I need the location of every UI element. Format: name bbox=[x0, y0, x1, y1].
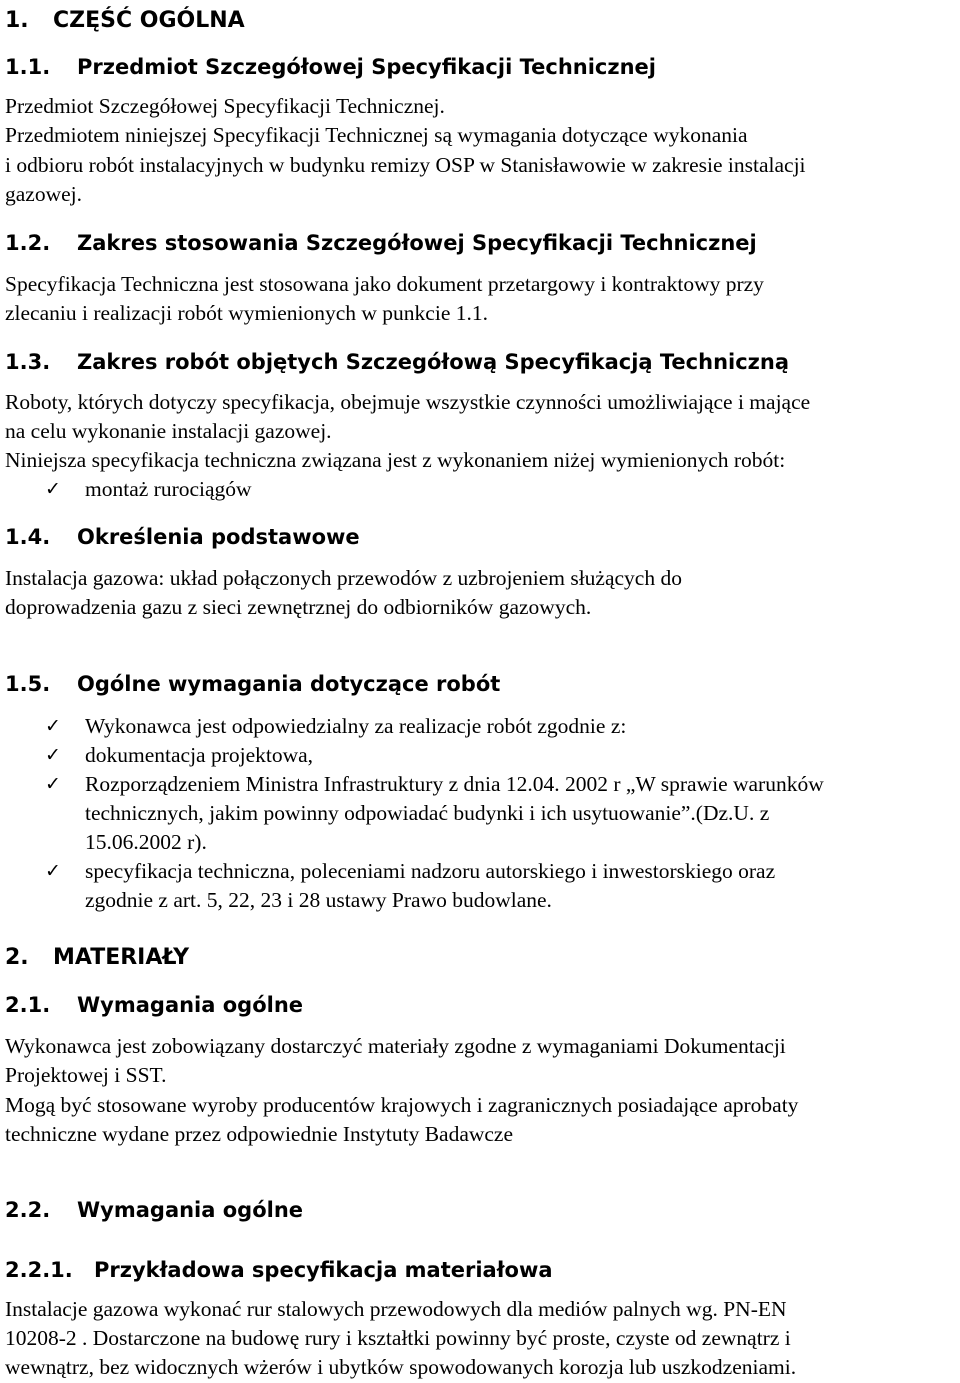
section-heading-2 bbox=[5, 943, 189, 972]
checklist-item: montaż rurociągów bbox=[85, 477, 252, 501]
section-heading-1 bbox=[5, 6, 245, 35]
checklist-item: dokumentacja projektowa, bbox=[85, 743, 314, 767]
checkmark-icon: ✓ bbox=[45, 860, 61, 882]
section-heading-2-1 bbox=[5, 991, 303, 1020]
checkmark-icon: ✓ bbox=[45, 715, 61, 737]
section-number: 1.2. bbox=[5, 231, 51, 255]
section-number: 2.2. bbox=[5, 1198, 51, 1222]
section-number: 1.3. bbox=[5, 350, 51, 374]
section-title: Zakres stosowania Szczegółowej Specyfikacji Technicznej bbox=[77, 231, 757, 255]
paragraph-line: techniczne wydane przez odpowiednie Instytuty Badawcze bbox=[5, 1122, 514, 1146]
section-heading-2-2 bbox=[5, 1196, 303, 1225]
checklist-item: specyfikacja techniczna, poleceniami nadzoru autorskiego i inwestorskiego oraz bbox=[85, 859, 776, 883]
checkmark-icon: ✓ bbox=[45, 478, 61, 500]
section-heading-2-2-1 bbox=[5, 1256, 553, 1285]
paragraph-line: Projektowej i SST. bbox=[5, 1063, 167, 1087]
paragraph-line: Mogą być stosowane wyroby producentów krajowych i zagranicznych posiadające aprobaty bbox=[5, 1093, 799, 1117]
paragraph-line: i odbioru robót instalacyjnych w budynku remizy OSP w Stanisławowie w zakresie instalacji bbox=[5, 153, 806, 177]
section-title: MATERIAŁY bbox=[53, 945, 190, 970]
section-heading-1-5 bbox=[5, 670, 500, 699]
checklist-item: Wykonawca jest odpowiedzialny za realizacje robót zgodnie z: bbox=[85, 714, 627, 738]
checklist-item-continuation: technicznych, jakim powinny odpowiadać budynki i ich usytuowanie”.(Dz.U. z bbox=[85, 801, 770, 825]
section-number: 2.2.1. bbox=[5, 1258, 73, 1282]
section-title: Zakres robót objętych Szczegółową Specyfikacją Techniczną bbox=[77, 350, 790, 374]
section-number: 1.5. bbox=[5, 672, 51, 696]
section-title: Wymagania ogólne bbox=[77, 1198, 304, 1222]
paragraph-line: Przedmiot Szczegółowej Specyfikacji Technicznej. bbox=[5, 94, 445, 118]
paragraph-line: Niniejsza specyfikacja techniczna związana jest z wykonaniem niżej wymienionych robót: bbox=[5, 448, 786, 472]
paragraph-line: Instalacja gazowa: układ połączonych przewodów z uzbrojeniem służących do bbox=[5, 566, 682, 590]
paragraph-line: Specyfikacja Techniczna jest stosowana jako dokument przetargowy i kontraktowy przy bbox=[5, 272, 764, 296]
section-title: Ogólne wymagania dotyczące robót bbox=[77, 672, 501, 696]
paragraph-line: Instalacje gazowa wykonać rur stalowych przewodowych dla mediów palnych wg. PN-EN bbox=[5, 1297, 787, 1321]
section-heading-1-2 bbox=[5, 229, 757, 258]
section-title: Określenia podstawowe bbox=[77, 525, 360, 549]
section-title: Przykładowa specyfikacja materiałowa bbox=[94, 1258, 553, 1282]
checklist-item-continuation: 15.06.2002 r). bbox=[85, 830, 207, 854]
section-title: CZĘŚĆ OGÓLNA bbox=[53, 8, 245, 33]
section-number: 2. bbox=[5, 945, 29, 970]
section-title: Wymagania ogólne bbox=[77, 993, 304, 1017]
paragraph-line: 10208-2 . Dostarczone na budowę rury i kształtki powinny być proste, czyste od zewnątrz i bbox=[5, 1326, 791, 1350]
section-heading-1-4 bbox=[5, 523, 360, 552]
section-number: 1.4. bbox=[5, 525, 51, 549]
section-heading-1-1 bbox=[5, 53, 656, 82]
checklist-item: Rozporządzeniem Ministra Infrastruktury z dnia 12.04. 2002 r „W sprawie warunków bbox=[85, 772, 824, 796]
paragraph-line: Roboty, których dotyczy specyfikacja, obejmuje wszystkie czynności umożliwiające i mające bbox=[5, 390, 811, 414]
section-number: 1.1. bbox=[5, 55, 51, 79]
paragraph-line: doprowadzenia gazu z sieci zewnętrznej do odbiorników gazowych. bbox=[5, 595, 592, 619]
section-number: 2.1. bbox=[5, 993, 51, 1017]
checkmark-icon: ✓ bbox=[45, 744, 61, 766]
paragraph-line: Wykonawca jest zobowiązany dostarczyć materiały zgodne z wymaganiami Dokumentacji bbox=[5, 1034, 786, 1058]
paragraph-line: gazowej. bbox=[5, 182, 83, 206]
section-heading-1-3 bbox=[5, 348, 789, 377]
section-title: Przedmiot Szczegółowej Specyfikacji Technicznej bbox=[77, 55, 656, 79]
checkmark-icon: ✓ bbox=[45, 773, 61, 795]
paragraph-line: zlecaniu i realizacji robót wymienionych w punkcie 1.1. bbox=[5, 301, 488, 325]
checklist-item-continuation: zgodnie z art. 5, 22, 23 i 28 ustawy Prawo budowlane. bbox=[85, 888, 552, 912]
paragraph-line: na celu wykonanie instalacji gazowej. bbox=[5, 419, 332, 443]
section-number: 1. bbox=[5, 8, 29, 33]
paragraph-line: wewnątrz, bez widocznych wżerów i ubytków spowodowanych korozja lub uszkodzeniami. bbox=[5, 1355, 797, 1379]
paragraph-line: Przedmiotem niniejszej Specyfikacji Technicznej są wymagania dotyczące wykonania bbox=[5, 123, 748, 147]
